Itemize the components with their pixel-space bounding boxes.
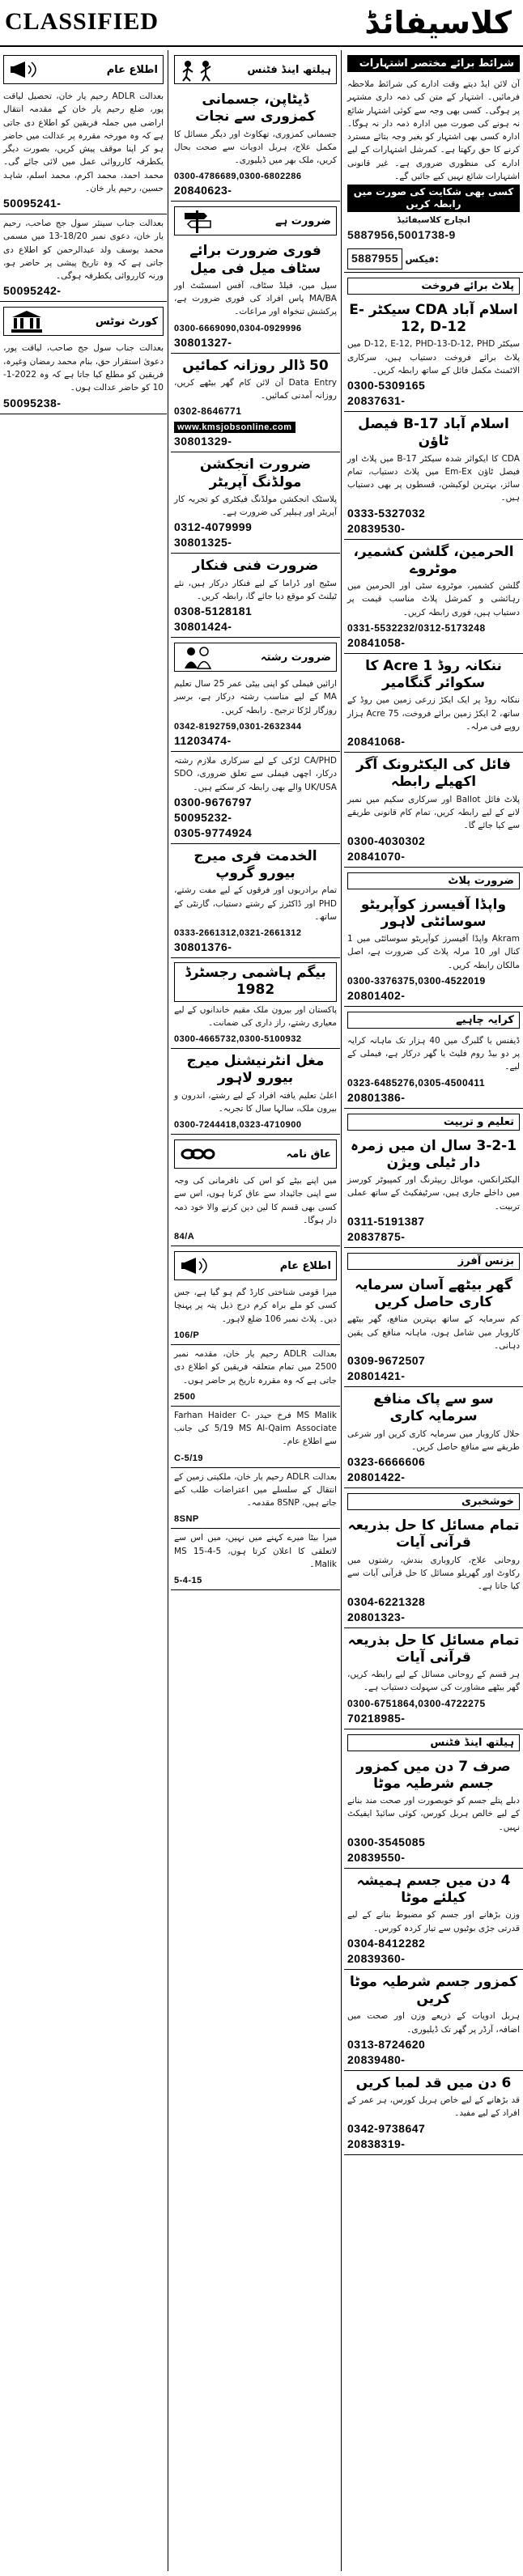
ad-body: پلاسٹک انجکشن مولڈنگ فیکٹری کو تجربہ کار آپریٹر اور ہیلپر کی ضرورت ہے۔ [174, 494, 337, 518]
section-header [347, 1253, 520, 1270]
ad-phone: 0300-3376375,0300-4522019 [347, 974, 486, 987]
ad-body: بعدالت جناب سینئر سول جج صاحب، رحیم یار خان، دعوی نمبر 18/20-13 میں مسمی محمد یوسف ولد عبدالرحمن کو اطلاع دی جاتی ہے کہ وہ تاریخ پیشی پر حاضر ہو، ورنہ کارروائی یکطرفہ ہوگی۔ [3, 219, 164, 282]
section-label: ضرورت پلاٹ [448, 874, 514, 887]
ad-phone: 0331-5532232/0312-5173248 [347, 622, 486, 634]
ad-code: 20841068- [347, 735, 406, 749]
classified-ad [171, 958, 340, 1049]
ad-title: ننکانہ روڈ 1 Acre کا سکوائر گنگامیر [365, 657, 502, 692]
ad-body: تمام برادریوں اور فرقوں کے لیے مفت رشتے، PHD اور ڈاکٹرز کے رشتے دستیاب، گارنٹی کے ساتھ۔ [174, 885, 337, 922]
fax-number: 5887955 [347, 248, 402, 269]
ad-body: الیکٹرانکس، موبائل ریپئرنگ اور کمپیوٹر کورسز میں داخلے جاری ہیں، سرٹیفکیٹ کے ساتھ عملی تربیت۔ [347, 1175, 520, 1212]
ad-phone: 0302-8646771 [174, 405, 242, 418]
classified-ad [171, 1468, 340, 1530]
classified-ad [344, 1513, 523, 1628]
classified-ad [171, 1345, 340, 1407]
ad-body: Akram واپڈا آفیسرز کوآپریٹو سوسائٹی میں 1 کنال اور 10 مرلہ پلاٹ کی ضرورت ہے، اصل مالکان رابطہ کریں۔ [347, 934, 520, 970]
ad-title: الخدمت فری میرج بیورو گروپ [193, 847, 317, 882]
ad-body: بعدالت ADLR رحیم یار خان، مقدمہ نمبر 2500 میں تمام متعلقہ فریقین کو اطلاع دی جاتی ہے کہ وہ مقررہ تاریخ پر حاضر ہوں۔ [174, 1349, 337, 1386]
ad-body: ہر قسم کے روحانی مسائل کے لیے رابطہ کریں، گھر بیٹھے مشاورت کی سہولت دستیاب ہے۔ [347, 1670, 520, 1693]
ad-code: 30801327- [174, 335, 232, 349]
ad-phone: 0300-5309165 [347, 379, 426, 393]
ad-phone: 0300-6669090,0304-0929996 [174, 323, 302, 333]
ad-title: 6 دن میں قد لمبا کریں [355, 2074, 512, 2091]
classified-ad [171, 554, 340, 638]
ad-code: 50095232- [174, 810, 232, 824]
section-label: ضرورت ہے [274, 214, 331, 227]
ad-code: 20837875- [347, 1229, 406, 1243]
rules-notice [344, 75, 523, 273]
column-middle [171, 50, 340, 2571]
section-header [347, 1012, 520, 1029]
ad-body: میں اپنے بیٹے کو اس کی نافرمانی کی وجہ سے اپنی جائیداد سے عاق کرتا ہوں، اس سے کسی بھی قسم کا لین دین کرنے والا خود ذمہ دار ہوگا۔ [174, 1176, 337, 1225]
ad-phone: 0300-4030302 [347, 834, 426, 847]
ad-body: سیکٹر D-12, E-12, PHD-13-D-12, PHD میں پلاٹ برائے فروخت دستیاب ہیں، سرکاری الاٹمنٹ مکمل فائل کے ساتھ رابطہ کریں۔ [347, 339, 520, 376]
ad-phone: 0300-7244418,0323-4710900 [174, 1120, 302, 1131]
classified-ad [344, 1970, 523, 2071]
classified-ad [171, 844, 340, 958]
ad-phone: 0342-8192759,0301-2632344 [174, 721, 302, 732]
ad-title: صرف 7 دن میں کمزور جسم شرطیہ موٹا [356, 1758, 511, 1792]
section-header [174, 55, 337, 84]
classified-ad [344, 2071, 523, 2155]
classified-ad [0, 87, 167, 214]
ad-code: 30801329- [174, 435, 232, 448]
ad-phone: 0300-9676797 [174, 795, 253, 808]
ad-body: بعدالت ADLR رحیم یار خان، ملکیتی زمین کے انتقال کے سلسلے میں اعتراضات طلب کیے جاتے ہیں، 8SNP مقدمہ۔ [174, 1471, 337, 1509]
ad-ref: 8SNP [174, 1514, 199, 1525]
section-label: بزنس آفرز [457, 1254, 514, 1267]
complaint-name: انچارج کلاسیفائیڈ [397, 215, 470, 226]
section-label: کورٹ نوٹس [95, 315, 158, 328]
classified-ad [171, 1049, 340, 1135]
ad-code: 11203474- [174, 733, 232, 747]
ad-code: 20801402- [347, 988, 406, 1002]
classified-ad [344, 753, 523, 867]
section-label: تعلیم و تربیت [443, 1115, 514, 1128]
ad-body: قد بڑھانے کے لیے خاص ہربل کورس، ہر عمر کے افراد کے لیے مفید۔ [347, 2095, 520, 2119]
section-header [3, 307, 164, 336]
section-header [174, 1251, 337, 1280]
ad-phone: 0304-8412282 [347, 1936, 426, 1950]
ad-body: جسمانی کمزوری، تھکاوٹ اور دیگر مسائل کا مکمل علاج، ہربل ادویات سے صحت بحال کریں، ملک بھر میں ڈیلیوری۔ [174, 129, 337, 166]
ad-phone: 0309-9672507 [347, 1354, 426, 1368]
ad-code: 30801325- [174, 536, 232, 550]
ad-phone: 0305-9774924 [174, 825, 253, 839]
ad-body: پلاٹ فائل Ballot اور سرکاری سکیم میں نمبر لانے کے لیے رابطہ کریں، تمام کام قانونی طریقے سے کیا جائے گا۔ [347, 794, 521, 831]
section-label: پلاٹ برائے فروخت [421, 279, 514, 292]
ad-code: 50095238- [3, 396, 62, 410]
ad-body: MS Malik فرخ حیدر Farhan Haider C-5/19 MS Al-Qaim Associate کی جانب سے اطلاع عام۔ [174, 1410, 337, 1447]
ad-phone: 0323-6666606 [347, 1455, 426, 1469]
ad-code: 20839360- [347, 1951, 406, 1965]
section-label: خوشخبری [461, 1496, 514, 1509]
section-header [174, 643, 337, 672]
ad-title: فوری ضرورت برائے سٹاف میل فی میل [189, 243, 321, 277]
ad-title: 3-2-1 سال ان میں زمرہ دار ٹیلی ویژن [350, 1137, 517, 1171]
megaphone-icon [180, 1254, 215, 1278]
classified-ad [171, 452, 340, 554]
ad-body: بعدالت ADLR رحیم یار خان، تحصیل لیاقت پور، ضلع رحیم یار خان کے مقدمہ انتقال اراضی میں جملہ فریقین کو اطلاع دی جاتی ہے کہ وہ مورخہ مقررہ پر عدالت میں حاضر ہو کر اپنا موقف پیش کریں، بصورت دیگر یکطرفہ کارروائی عمل میں لائی جائے گی۔ محمد احمد، محمد اکرم، محمد اسلم، شاہد حسین، رحیم یار خان۔ [3, 91, 164, 193]
ad-body: روحانی علاج، کاروباری بندش، رشتوں میں رکاوٹ اور گھریلو مسائل کا حل قرآنی آیات سے کیا جاتا ہے۔ [347, 1555, 520, 1592]
ad-body: سیل مین، فیلڈ سٹاف، آفس اسسٹنٹ اور MA/BA پاس افراد کی فوری ضرورت ہے، پرکشش تنخواہ اور مراعات۔ [174, 280, 337, 317]
ad-code: 30801424- [174, 620, 232, 634]
masthead-title-ur: کلاسیفائڈ [364, 5, 512, 40]
classified-ad [344, 1273, 523, 1387]
ad-code: 20839530- [347, 521, 406, 535]
ad-phone: 0300-3545085 [347, 1835, 426, 1848]
ad-body: ڈیفنس یا گلبرگ میں 40 ہزار تک ماہانہ کرایہ پر دو بیڈ روم فلیٹ یا گھر درکار ہے، فیملی کے لیے۔ [347, 1035, 521, 1072]
contact-phone: 5887956,5001738-9 [347, 228, 456, 242]
ad-title: گھر بیٹھے آسان سرمایہ کاری حاصل کریں [355, 1276, 512, 1311]
ad-ref: 84/A [174, 1232, 195, 1242]
ad-phone: 0300-6751864,0300-4722275 [347, 1697, 486, 1709]
ad-ref: C-5/19 [174, 1453, 204, 1463]
classified-ad [344, 1032, 523, 1109]
classified-ad [344, 412, 523, 540]
ad-title: سو سے پاک منافع سرمایہ کاری [373, 1391, 494, 1425]
classified-ad [344, 1869, 523, 1970]
ad-ref: 2500 [174, 1391, 196, 1402]
section-label: شرائط برائے مختصر اشتہارات [359, 57, 514, 70]
ad-body: ارائیں فیملی کو اپنی بیٹی عمر 25 سال تعلیم MA کے لیے مناسب رشتہ درکار ہے، برسر روزگار لڑکا ترجیح۔ رابطہ کریں۔ [174, 679, 337, 715]
ad-phone: 0312-4079999 [174, 520, 253, 534]
ad-title: بیگم ہاشمی رجسٹرڈ 1982 [174, 962, 337, 1002]
ad-title: واپڈا آفیسرز کوآپریٹو سوسائٹی لاہور [360, 896, 507, 930]
fax-label: فیکس: [405, 253, 439, 265]
section-header [174, 1139, 337, 1169]
section-header [347, 278, 520, 295]
classified-ad [0, 214, 167, 302]
classified-ad [344, 1134, 523, 1248]
classified-ad [171, 1407, 340, 1468]
ad-title: اسلام آباد CDA سیکٹر E-12, D-12 [349, 301, 518, 336]
ad-body: بعدالت جناب سول جج صاحب، لیاقت پور، دعویٰ استقرار حق، بنام محمد رمضان وغیرہ، فریقین کو مطلع کیا جاتا ہے کہ وہ 2022-1-10 کو حاضر عدالت ہوں۔ [3, 343, 164, 393]
ad-title: مغل انٹرنیشنل میرج بیورو لاہور [186, 1053, 325, 1087]
ad-body: پاکستان اور بیرون ملک مقیم خاندانوں کے لیے معیاری رشتے، راز داری کی ضمانت۔ [174, 1004, 337, 1028]
megaphone-icon [9, 57, 45, 82]
couple-icon [180, 645, 215, 669]
section-label: ہیلتھ اینڈ فٹنس [247, 63, 331, 76]
ad-title: کمزور جسم شرطیہ موٹا کریں [349, 1973, 517, 2008]
ad-title: 50 ڈالر روزانہ کمائیں [182, 357, 329, 374]
signpost-icon [180, 209, 215, 233]
ad-code: 20801421- [347, 1369, 406, 1383]
classified-ad [344, 298, 523, 412]
ad-code: 50095241- [3, 197, 62, 210]
ad-body: حلال کاروبار میں سرمایہ کاری کریں اور شرعی طریقے سے منافع حاصل کریں۔ [347, 1428, 520, 1452]
ad-phone: 0300-4665732,0300-5100932 [174, 1034, 302, 1045]
section-label: اطلاع عام [106, 63, 158, 76]
ad-phone: 0333-2661312,0321-2661312 [174, 928, 302, 939]
ad-title: الحرمین، گلشن کشمیر، موٹروے [353, 543, 514, 577]
classified-ad [171, 675, 340, 752]
ad-body: وزن بڑھانے اور جسم کو مضبوط بنانے کے لیے قدرتی جڑی بوٹیوں سے تیار کردہ کورس۔ [347, 1910, 520, 1933]
ad-body: کم سرمایہ کے ساتھ بہترین منافع، گھر بیٹھے کاروبار میں شامل ہوں، ماہانہ منافع کی یقین دہانی۔ [347, 1314, 520, 1351]
ad-code: 20801386- [347, 1090, 406, 1104]
section-label: ضرورت رشتہ [261, 651, 331, 664]
ad-body: CA/PHD لڑکی کے لیے سرکاری ملازم رشتہ درکار، اچھی فیملی سے تعلق ضروری، SDO UK/USA والے بھی رابطہ کر سکتے ہیں۔ [174, 755, 337, 792]
courthouse-icon [9, 309, 45, 333]
section-header [347, 1114, 520, 1131]
classified-ad [171, 87, 340, 202]
ad-body: دبلے پتلے جسم کو خوبصورت اور صحت مند بنانے کے لیے خالص ہربل کورس، کوئی سائیڈ ایفیکٹ نہیں۔ [347, 1796, 520, 1832]
ad-code: 20839550- [347, 1850, 406, 1864]
ad-title: ضرورت انجکشن مولڈنگ آپریٹر [199, 456, 312, 490]
classified-ad [344, 1387, 523, 1488]
ad-body: ہربل ادویات کے ذریعے وزن اور صحت میں اضافہ، آرڈر پر گھر تک ڈیلیوری۔ [347, 2011, 520, 2035]
classified-ad [171, 239, 340, 353]
ad-code: 70218985- [347, 1711, 406, 1725]
ad-code: 50095242- [3, 284, 62, 298]
ad-code: 20838319- [347, 2137, 406, 2150]
broken-chain-icon [180, 1142, 215, 1166]
section-header [347, 1734, 520, 1751]
ad-body: سٹیج اور ڈراما کے لیے فنکار درکار ہیں، نئے ٹیلنٹ کو موقع دیا جائے گا، رابطہ کریں۔ [174, 578, 337, 601]
section-header [347, 55, 520, 72]
ad-phone: 0308-5128181 [174, 605, 253, 618]
section-header [174, 206, 337, 236]
ad-phone: 0333-5327032 [347, 506, 426, 520]
ad-title: 4 دن میں جسم ہمیشہ کیلئے موٹا [356, 1872, 511, 1907]
ad-phone: 0311-5191387 [347, 1214, 425, 1228]
ad-title: ڈیٹاپن، جسمانی کمزوری سے نجات [195, 91, 316, 125]
column-rule [341, 50, 342, 2571]
section-label: اطلاع عام [279, 1259, 331, 1272]
section-header [347, 872, 520, 889]
ad-phone: 0342-9738647 [347, 2121, 426, 2135]
ad-code: 30801376- [174, 940, 232, 954]
ad-website: www.kmsjobsonline.com [174, 422, 296, 433]
ad-code: 20840623- [174, 184, 232, 197]
ad-title: تمام مسائل کا حل بذریعہ قرآنی آیات [347, 1632, 520, 1666]
ad-body: اعلیٰ تعلیم یافتہ افراد کے لیے رشتے، اندرون و بیرون ملک، سالہا سال کا تجربہ۔ [174, 1090, 337, 1114]
ad-code: 20839480- [347, 2052, 406, 2066]
classified-ad [171, 1284, 340, 1345]
section-header [347, 1493, 520, 1510]
masthead [0, 0, 523, 47]
ad-ref: 5-4-15 [174, 1576, 202, 1586]
ad-code: 20801422- [347, 1470, 406, 1484]
column-left [0, 50, 167, 2571]
classified-ad [171, 1172, 340, 1246]
ad-title: فائل کی الیکٹرونک آگر اکھیلے رابطہ [355, 757, 512, 791]
ad-body: میرا بیٹا میرے کہنے میں نہیں، میں اس سے لاتعلقی کا اعلان کرتا ہوں، 5-4-15 MS Malik۔ [174, 1533, 337, 1569]
classified-ad [344, 893, 523, 1007]
ad-title: ضرورت فنی فنکار [192, 558, 319, 575]
section-header [3, 55, 164, 84]
ad-code: 20801323- [347, 1610, 406, 1623]
ad-body: میرا قومی شناختی کارڈ گم ہو گیا ہے، جس کسی کو ملے براہ کرم درج ذیل پتہ پر پہنچا دیں۔ پلاٹ نمبر 106 ضلع لاہور۔ [174, 1288, 337, 1324]
classified-ad [344, 1755, 523, 1869]
classified-ad [0, 339, 167, 414]
ad-code: 20841070- [347, 849, 406, 863]
classified-ad [344, 654, 523, 753]
complaint-banner: کسی بھی شکایت کی صورت میں رابطہ کریں [347, 185, 520, 212]
classified-ad [344, 1628, 523, 1729]
rules-text: آن لائن ایڈ دیتے وقت ادارے کی شرائط ملاحظہ فرمائیں۔ اشتہار کے متن کی ذمہ داری مشتہر پر ہوگی۔ کسی بھی وجہ سے کوئی اشتہار شائع نہ ہونے کی صورت میں ادارہ ذمہ دار نہ ہوگا۔ ادارہ کسی بھی اشتہار کو بغیر وجہ بتائے مسترد کرنے کا حق رکھتا ہے۔ کمرشل اشتہارات کے لیے ادارے کی منظوری ضروری ہے۔ غیر قانونی اشتہارات شائع نہیں کیے جائیں گے۔ [347, 79, 520, 181]
ad-phone: 0323-6485276,0305-4500411 [347, 1076, 485, 1089]
ad-body: ننکانہ روڈ پر ایک ایکڑ زرعی زمین مین روڈ کے ساتھ، 2 ایکڑ زمین برائے فروخت، Acre 75 ہزار روپے فی مرلہ۔ [347, 695, 520, 732]
section-label: عاق نامہ [286, 1148, 331, 1161]
ad-title: اسلام آباد B-17 فیصل ٹاؤن [358, 416, 509, 450]
ad-body: CDA کا ایکوائر شدہ سیکٹر B-17 میں پلاٹ اور فیصل ٹاؤن Em-Ex میں پلاٹ دستیاب، تمام سائز، بہترین لوکیشن، قسطوں پر بھی دستیاب ہیں۔ [347, 453, 521, 503]
ad-phone: 0300-4786689,0300-6802286 [174, 172, 302, 182]
ad-title: تمام مسائل کا حل بذریعہ قرآنی آیات [347, 1517, 520, 1551]
classified-ad [344, 540, 523, 654]
ad-phone: 0304-6221328 [347, 1594, 426, 1608]
fitness-icon [180, 57, 215, 82]
column-right [344, 50, 523, 2571]
section-label: کرایہ چاہیے [456, 1013, 514, 1026]
ad-body: گلشن کشمیر، موٹروے سٹی اور الحرمین میں رہائشی و کمرشل پلاٹ مناسب قیمت پر دستیاب ہیں، فوری رابطہ کریں۔ [347, 581, 520, 617]
ad-phone: 0313-8724620 [347, 2037, 426, 2051]
classified-ad [171, 1529, 340, 1590]
classified-ad [171, 752, 340, 844]
masthead-title-en: CLASSIFIED [5, 8, 159, 35]
ad-body: Data Entry آن لائن کام گھر بیٹھے کریں، روزانہ آمدنی کمائیں۔ [174, 377, 337, 401]
ad-code: 20841058- [347, 635, 406, 649]
classified-ad [171, 354, 340, 453]
ad-code: 20837631- [347, 394, 406, 408]
ad-ref: 106/P [174, 1330, 200, 1340]
section-label: ہیلتھ اینڈ فٹنس [430, 1736, 514, 1749]
